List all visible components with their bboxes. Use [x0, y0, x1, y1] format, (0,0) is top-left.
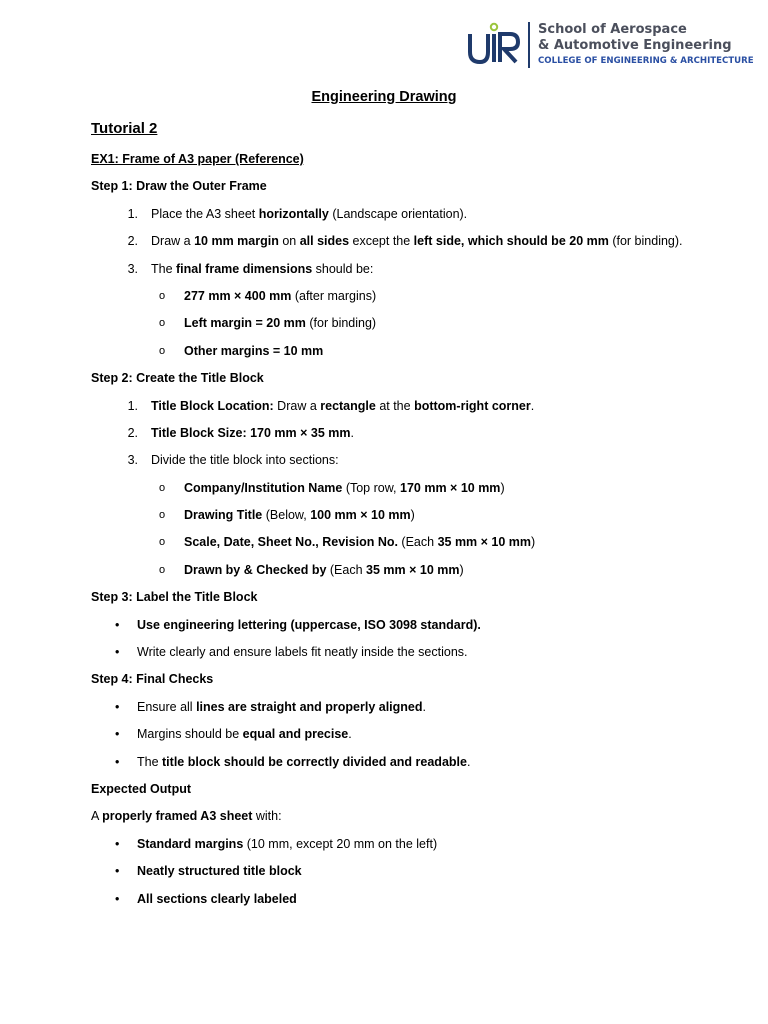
step4-heading: Step 4: Final Checks — [91, 672, 214, 687]
list-number: 2. — [127, 234, 138, 249]
circle-bullet-icon: o — [159, 509, 166, 522]
bullet-icon: • — [115, 754, 120, 769]
sub-list-item: o 277 mm × 400 mm (after margins) — [91, 283, 731, 310]
sub-list-item: o Scale, Date, Sheet No., Revision No. (Each 35 mm × 10 mm) — [91, 529, 731, 556]
step2-heading: Step 2: Create the Title Block — [91, 371, 264, 386]
list-item: 1. Place the A3 sheet horizontally (Landscape orientation). — [91, 201, 731, 228]
list-number: 1. — [127, 206, 138, 221]
list-item: 3. The final frame dimensions should be: — [91, 256, 731, 283]
uir-logo-mark — [468, 22, 522, 64]
logo-text — [538, 22, 754, 68]
bullet-icon: • — [115, 836, 120, 851]
logo-divider — [528, 22, 530, 68]
header-logo — [468, 18, 766, 72]
list-number: 3. — [127, 453, 138, 468]
sub-list-item: o Other margins = 10 mm — [91, 338, 731, 365]
circle-bullet-icon: o — [159, 317, 166, 330]
expected-output-intro: A properly framed A3 sheet with: — [91, 809, 282, 824]
bullet-icon: • — [115, 864, 120, 879]
bullet-item: • Margins should be equal and precise. — [91, 721, 731, 748]
sub-list-item: o Drawing Title (Below, 100 mm × 10 mm) — [91, 502, 731, 529]
college-name: COLLEGE OF ENGINEERING & ARCHITECTURE — [538, 56, 754, 66]
step3-heading: Step 3: Label the Title Block — [91, 590, 258, 605]
bullet-item: • Use engineering lettering (uppercase, ISO 3098 standard). — [91, 612, 731, 639]
school-name-line1: School of Aerospace — [538, 22, 687, 37]
bullet-item: • Standard margins (10 mm, except 20 mm on the left) — [91, 831, 731, 858]
list-number: 1. — [127, 398, 138, 413]
bullet-icon: • — [115, 727, 120, 742]
uir-logo-icon — [468, 22, 522, 64]
bullet-item: • Ensure all lines are straight and properly aligned. — [91, 694, 731, 721]
bullet-icon: • — [115, 617, 120, 632]
list-item: 2. Title Block Size: 170 mm × 35 mm. — [91, 420, 731, 447]
step1-heading: Step 1: Draw the Outer Frame — [91, 179, 267, 194]
page-title: Engineering Drawing — [311, 89, 457, 105]
bullet-icon: • — [115, 891, 120, 906]
exercise-heading: EX1: Frame of A3 paper (Reference) — [91, 152, 304, 166]
list-item: 2. Draw a 10 mm margin on all sides except the left side, which should be 20 mm (for binding). — [91, 228, 731, 255]
expected-output-heading: Expected Output — [91, 781, 192, 796]
circle-bullet-icon: o — [159, 344, 166, 357]
list-number: 3. — [127, 261, 138, 276]
tutorial-heading: Tutorial 2 — [91, 120, 158, 137]
sub-list-item: o Drawn by & Checked by (Each 35 mm × 10 mm) — [91, 557, 731, 584]
school-name-line2: & Automotive Engineering — [538, 38, 732, 53]
list-number: 2. — [127, 425, 138, 440]
bullet-item: • The title block should be correctly divided and readable. — [91, 749, 731, 776]
list-item: 1. Title Block Location: Draw a rectangle at the bottom-right corner. — [91, 393, 731, 420]
circle-bullet-icon: o — [159, 481, 166, 494]
circle-bullet-icon: o — [159, 536, 166, 549]
bullet-icon: • — [115, 645, 120, 660]
circle-bullet-icon: o — [159, 563, 166, 576]
bullet-icon: • — [115, 699, 120, 714]
document-body — [91, 86, 731, 913]
bullet-item: • Write clearly and ensure labels fit neatly inside the sections. — [91, 639, 731, 666]
sub-list-item: o Company/Institution Name (Top row, 170 mm × 10 mm) — [91, 475, 731, 502]
list-item: 3. Divide the title block into sections: — [91, 447, 731, 474]
bullet-item: • All sections clearly labeled — [91, 886, 731, 913]
sub-list-item: o Left margin = 20 mm (for binding) — [91, 310, 731, 337]
circle-bullet-icon: o — [159, 289, 166, 302]
bullet-item: • Neatly structured title block — [91, 858, 731, 885]
